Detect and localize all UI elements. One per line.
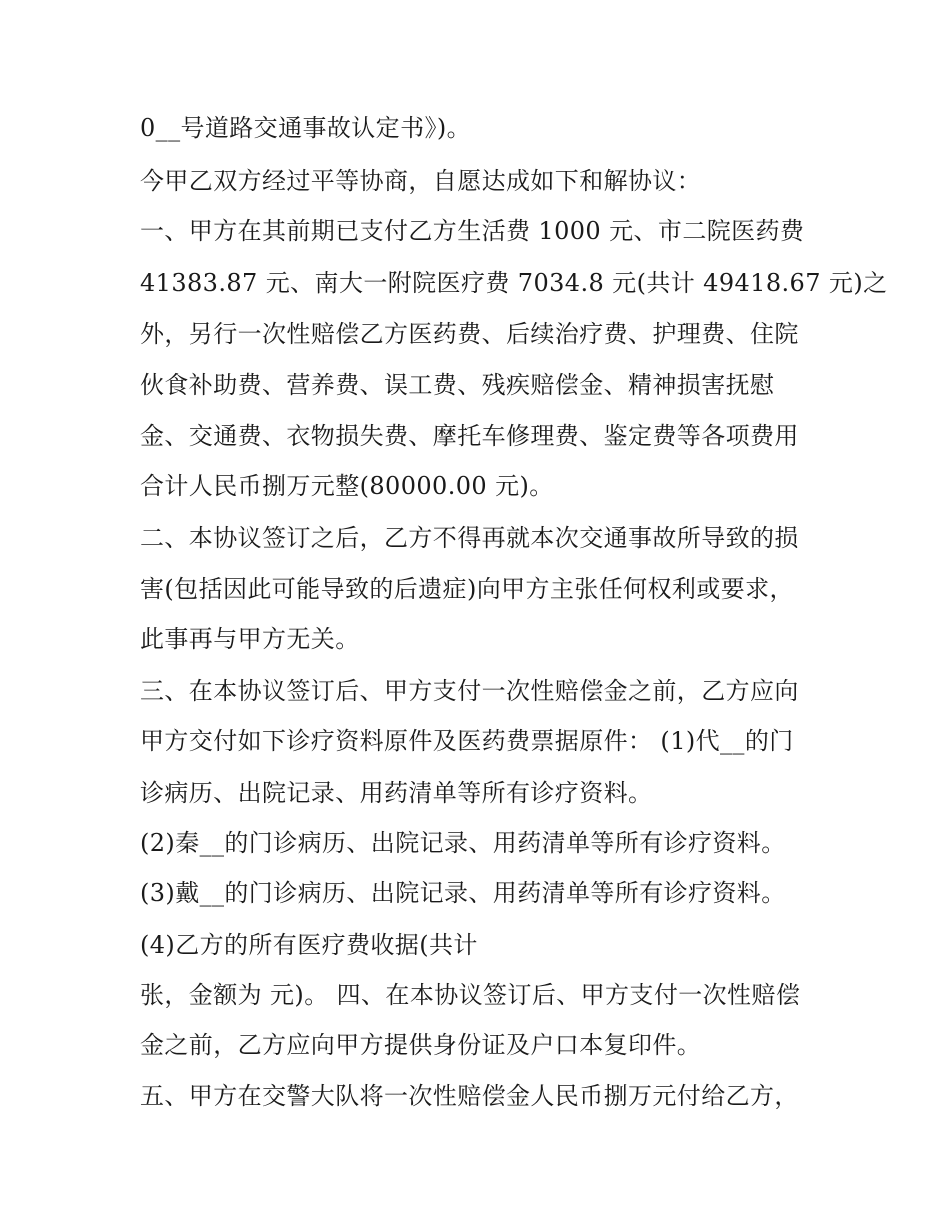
text-line: 金、交通费、衣物损失费、摩托车修理费、鉴定费等各项费用: [140, 422, 799, 450]
text-line: 0__号道路交通事故认定书》)。: [140, 114, 472, 142]
text-line: 合计人民币捌万元整(80000.00 元)。: [140, 472, 554, 500]
text-line: 二、本协议签订之后，乙方不得再就本次交通事故所导致的损: [140, 524, 799, 552]
text-line: (4)乙方的所有医疗费收据(共计: [140, 931, 478, 959]
text-line: 伙食补助费、营养费、误工费、残疾赔偿金、精神损害抚慰: [140, 371, 775, 399]
text-line: 五、甲方在交警大队将一次性赔偿金人民币捌万元付给乙方，: [140, 1082, 799, 1110]
text-line: 41383.87 元、南大一附院医疗费 7034.8 元(共计 49418.67 元)之: [140, 269, 888, 297]
text-line: (2)秦__的门诊病历、出院记录、用药清单等所有诊疗资料。: [140, 829, 786, 857]
text-line: 害(包括因此可能导致的后遗症)向甲方主张任何权利或要求，: [140, 575, 794, 603]
text-line: 此事再与甲方无关。: [140, 625, 360, 653]
text-line: 外，另行一次性赔偿乙方医药费、后续治疗费、护理费、住院: [140, 320, 799, 348]
text-line: 今甲乙双方经过平等协商，自愿达成如下和解协议：: [140, 167, 702, 195]
text-line: 诊病历、出院记录、用药清单等所有诊疗资料。: [140, 779, 653, 807]
text-line: 甲方交付如下诊疗资料原件及医药费票据原件： (1)代__的门: [140, 727, 794, 755]
text-line: 一、甲方在其前期已支付乙方生活费 1000 元、市二院医药费: [140, 217, 805, 245]
text-line: (3)戴__的门诊病历、出院记录、用药清单等所有诊疗资料。: [140, 879, 786, 907]
text-line: 三、在本协议签订后、甲方支付一次性赔偿金之前，乙方应向: [140, 677, 799, 705]
text-line: 张，金额为 元)。 四、在本协议签订后、甲方支付一次性赔偿: [140, 981, 801, 1009]
text-line: 金之前，乙方应向甲方提供身份证及户口本复印件。: [140, 1031, 702, 1059]
